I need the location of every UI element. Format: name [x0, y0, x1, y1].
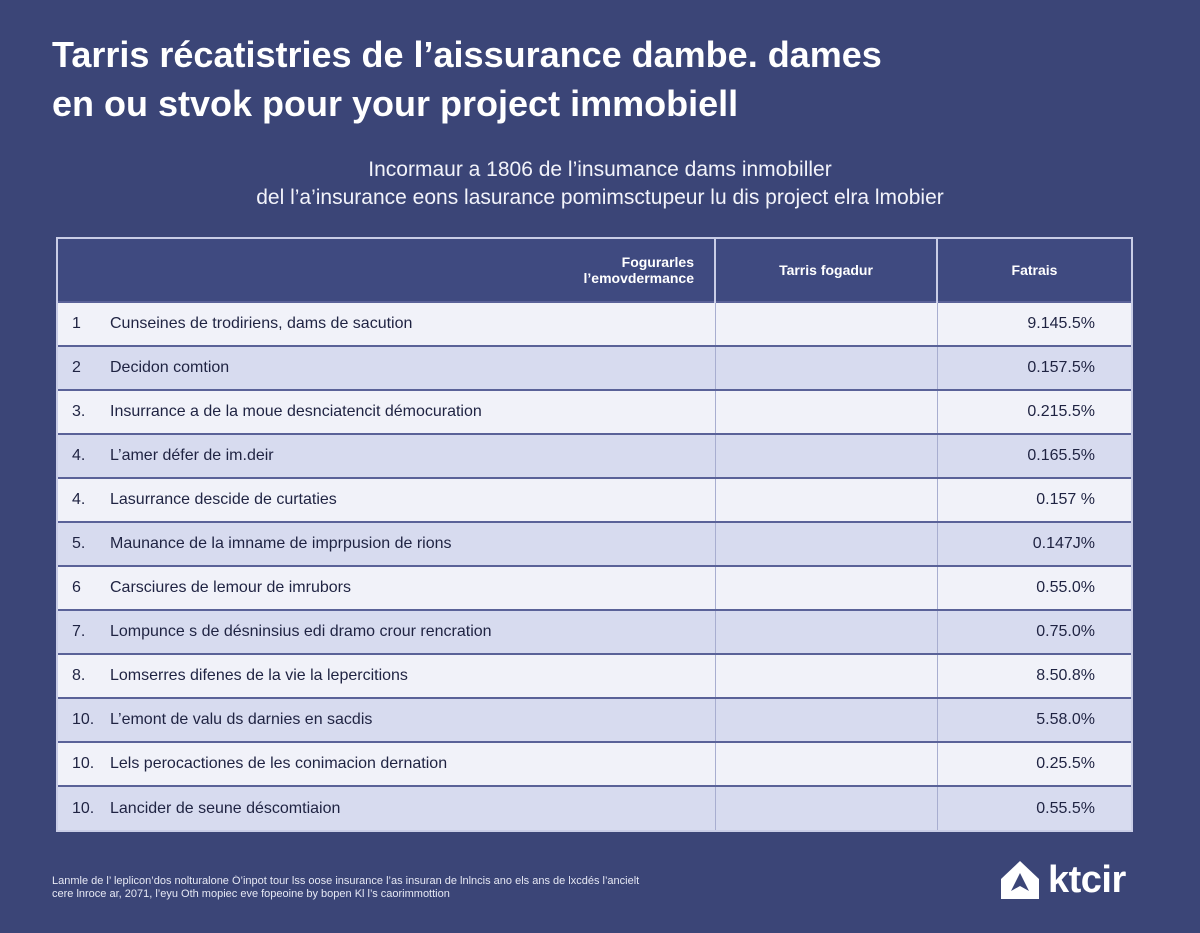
row-label: Insurrance a de la moue desnciatencit démocuration: [110, 403, 482, 420]
row-label: Cunseines de trodiriens, dams de sacution: [110, 315, 413, 332]
footnote-line-1: Lanmle de l’ leplicon’dos nolturalone Ó’inpot tour lss oose insurance l’as insuran de lnlncis ano els ans de lxcdés l’ancielt: [52, 875, 640, 887]
cell-rate-empty: [715, 786, 937, 830]
row-number: 4.: [72, 491, 86, 508]
cell-coverage: [58, 566, 715, 610]
page-title: [52, 30, 1152, 128]
row-number: 3.: [72, 403, 86, 420]
brand-name: ktcir: [1048, 858, 1126, 901]
row-number: 1: [72, 315, 81, 332]
cell-rate-empty: [715, 478, 937, 522]
row-label: L’emont de valu ds darnies en sacdis: [110, 711, 373, 728]
row-label: Lompunce s de désninsius edi dramo crour rencration: [110, 623, 492, 640]
subtitle-line-1: Incormaur a 1806 de l’insumance dams inmobiller: [368, 158, 832, 181]
cell-coverage: [58, 390, 715, 434]
cell-fee: 0.157 %: [937, 478, 1131, 522]
house-arrow-icon: [998, 858, 1042, 902]
cell-rate-empty: [715, 522, 937, 566]
row-number: 10.: [72, 755, 95, 772]
row-number: 8.: [72, 667, 86, 684]
row-number: 10.: [72, 799, 95, 817]
cell-coverage: [58, 742, 715, 786]
cell-rate-empty: [715, 434, 937, 478]
cell-coverage: [58, 610, 715, 654]
cell-coverage: [58, 434, 715, 478]
cell-rate-empty: [715, 346, 937, 390]
row-label: Lomserres difenes de la vie la lepercitions: [110, 667, 408, 684]
cell-rate-empty: [715, 742, 937, 786]
table-row: [58, 698, 1131, 742]
header-coverage-line-1: Fogurarles: [621, 254, 694, 270]
table-body: [58, 302, 1131, 830]
table-row: [58, 390, 1131, 434]
rates-table: [56, 237, 1133, 832]
row-number: 6: [72, 579, 81, 596]
header-fees: Fatrais: [937, 239, 1131, 302]
table-row: [58, 742, 1131, 786]
table-row: [58, 522, 1131, 566]
row-number: 2: [72, 359, 81, 376]
cell-fee: 0.75.0%: [937, 610, 1131, 654]
row-label: L’amer défer de im.deir: [110, 447, 274, 464]
cell-rate-empty: [715, 698, 937, 742]
cell-coverage: [58, 654, 715, 698]
title-line-1: Tarris récatistries de l’aissurance dambe. dames: [52, 34, 882, 75]
table-row: [58, 434, 1131, 478]
row-label: Decidon comtion: [110, 359, 230, 376]
subtitle-line-2: del l’a’insurance eons lasurance pomimsctupeur lu dis project elra lmobier: [256, 186, 944, 209]
cell-coverage: [58, 346, 715, 390]
row-number: 7.: [72, 623, 86, 640]
cell-coverage: [58, 786, 715, 830]
cell-fee: 5.58.0%: [937, 698, 1131, 742]
cell-fee: 8.50.8%: [937, 654, 1131, 698]
row-label: Carsciures de lemour de imrubors: [110, 579, 351, 596]
row-label: Lels perocactiones de les conimacion dernation: [110, 755, 448, 772]
table-row: [58, 346, 1131, 390]
cell-coverage: [58, 698, 715, 742]
cell-fee: 9.145.5%: [937, 302, 1131, 346]
cell-rate-empty: [715, 654, 937, 698]
cell-coverage: [58, 302, 715, 346]
table-row: [58, 302, 1131, 346]
cell-rate-empty: [715, 390, 937, 434]
cell-fee: 0.157.5%: [937, 346, 1131, 390]
row-number: 4.: [72, 447, 86, 464]
table-row: [58, 786, 1131, 830]
row-number: 5.: [72, 535, 86, 552]
cell-fee: 0.215.5%: [937, 390, 1131, 434]
cell-coverage: [58, 478, 715, 522]
cell-fee: 0.25.5%: [937, 742, 1131, 786]
cell-fee: 0.55.0%: [937, 566, 1131, 610]
header-coverage-line-2: l’emovdermance: [583, 270, 694, 286]
row-label: Lancider de seune déscomtiaion: [110, 799, 341, 817]
title-line-2: en ou stvok pour your project immobiell: [52, 83, 739, 124]
row-number: 10.: [72, 711, 95, 728]
header-rate: Tarris fogadur: [715, 239, 937, 302]
cell-rate-empty: [715, 566, 937, 610]
subtitle: [0, 156, 1200, 212]
row-label: Lasurrance descide de curtaties: [110, 491, 337, 508]
row-label: Maunance de la imname de imprpusion de rions: [110, 535, 452, 552]
table-row: [58, 610, 1131, 654]
header-coverage: [58, 239, 715, 302]
footnote: [52, 875, 812, 901]
table-header-row: [58, 239, 1131, 302]
cell-coverage: [58, 522, 715, 566]
cell-rate-empty: [715, 302, 937, 346]
table-row: [58, 654, 1131, 698]
cell-fee: 0.55.5%: [937, 786, 1131, 830]
table-row: [58, 566, 1131, 610]
footnote-line-2: cere lnroce ar, 2071, l’eyu Oth mopiec eve fopeoine by bopen Kl l’s caorimmottion: [52, 888, 450, 900]
cell-fee: 0.165.5%: [937, 434, 1131, 478]
cell-fee: 0.147J%: [937, 522, 1131, 566]
cell-rate-empty: [715, 610, 937, 654]
brand-logo: [998, 858, 1126, 902]
table-row: [58, 478, 1131, 522]
